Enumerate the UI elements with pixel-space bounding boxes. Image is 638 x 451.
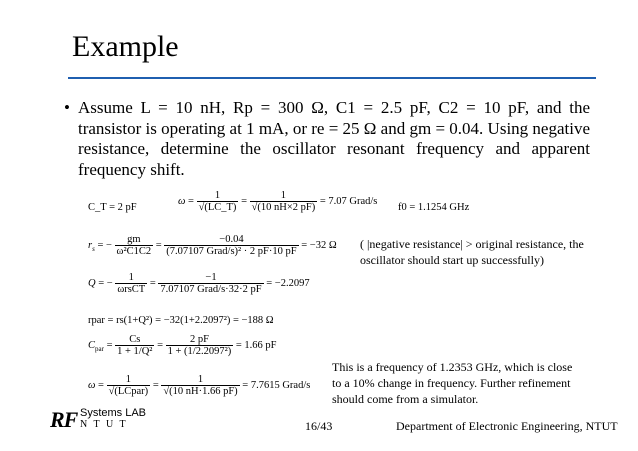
logo-rf: RF bbox=[50, 407, 78, 432]
logo-systems-lab: Systems LAB bbox=[80, 407, 147, 419]
intro-text: Assume L = 10 nH, Rp = 300 Ω, C1 = 2.5 pF, C2 = 10 pF, and the transistor is operating at 1 mA, or re = 25 Ω and gm = 0.04. Using negative resistance, determine the oscillator resonant frequency and apparent frequency shift. bbox=[78, 98, 590, 179]
eq-cpar: $C_{par}$ = $\frac{Cs}{\text{1 + 1/Q²}}$ = $\frac{2 pF}{\text{1 + (1/2.2097²)}}$ = 1.66 pF bbox=[88, 334, 277, 357]
title-underline bbox=[68, 77, 596, 79]
page-number: 16/43 bbox=[305, 419, 333, 433]
slide-title: Example bbox=[72, 30, 179, 63]
q-frac-1: $\frac{1}{\text{ωrsCT}}$ bbox=[117, 272, 146, 295]
bullet: • bbox=[64, 98, 70, 117]
omega2-frac-2: $\frac{1}{√(10 nH\cdot 1.66 pF)}$ bbox=[163, 374, 238, 397]
omega-frac-2: $\frac{1}{√(10 nH\times 2 pF)}$ bbox=[251, 190, 316, 213]
eq-f0: f0 = 1.1254 GHz bbox=[398, 202, 470, 213]
note-frequency-shift: This is a frequency of 1.2353 GHz, which is close to a 10% change in frequency. Further refinement should come from a simulator. bbox=[332, 360, 573, 406]
rs-frac-1: $\frac{gm}{\text{ω²C1C2}}$ bbox=[116, 234, 152, 257]
eq-rpar: rpar = rs(1+Q²) = −32(1+2.2097²) = −188 Ω bbox=[88, 315, 274, 326]
eq-q: Q = − $\frac{1}{\text{ωrsCT}}$ = $\frac{-1}{\text{7.07107 Grad/s·32·2 pF}}$ = −2.2097 bbox=[88, 272, 310, 295]
eq-ct: C_T = 2 pF bbox=[88, 202, 137, 213]
eq-omega: ω = $\frac{1}{√(LC\_T)}$ = $\frac{1}{√(10 nH\times 2 pF)}$ = 7.07 Grad/s bbox=[178, 190, 378, 213]
q-frac-2: $\frac{-1}{\text{7.07107 Grad/s·32·2 pF}}$ bbox=[160, 272, 262, 295]
systems-lab-logo bbox=[50, 405, 180, 431]
cpar-frac-2: $\frac{2 pF}{\text{1 + (1/2.2097²)}}$ bbox=[167, 334, 232, 357]
eq-rs: $r_s$ = − $\frac{gm}{\text{ω²C1C2}}$ = $\frac{-0.04}{\text{(7.07107 Grad/s)² · 2 pF·10 pF}}$ = −32 Ω bbox=[88, 234, 337, 257]
cpar-frac-1: $\frac{Cs}{\text{1 + 1/Q²}}$ bbox=[117, 334, 153, 357]
logo-ntut: N T U T bbox=[80, 419, 128, 430]
rs-frac-2: $\frac{-0.04}{\text{(7.07107 Grad/s)² · 2 pF·10 pF}}$ bbox=[166, 234, 297, 257]
footer-department: Department of Electronic Engineering, NTUT bbox=[396, 419, 618, 433]
intro-paragraph bbox=[64, 98, 590, 180]
eq-omega-2: ω = $\frac{1}{\text{√(LCpar)}}$ = $\frac{1}{√(10 nH\cdot 1.66 pF)}$ = 7.7615 Grad/s bbox=[88, 374, 311, 397]
omega2-frac-1: $\frac{1}{\text{√(LCpar)}}$ bbox=[108, 374, 149, 397]
omega-frac-1: $\frac{1}{√(LC\_T)}$ bbox=[198, 190, 237, 213]
note-negative-resistance: ( |negative resistance| > original resistance, the oscillator should start up successfully) bbox=[360, 237, 584, 267]
